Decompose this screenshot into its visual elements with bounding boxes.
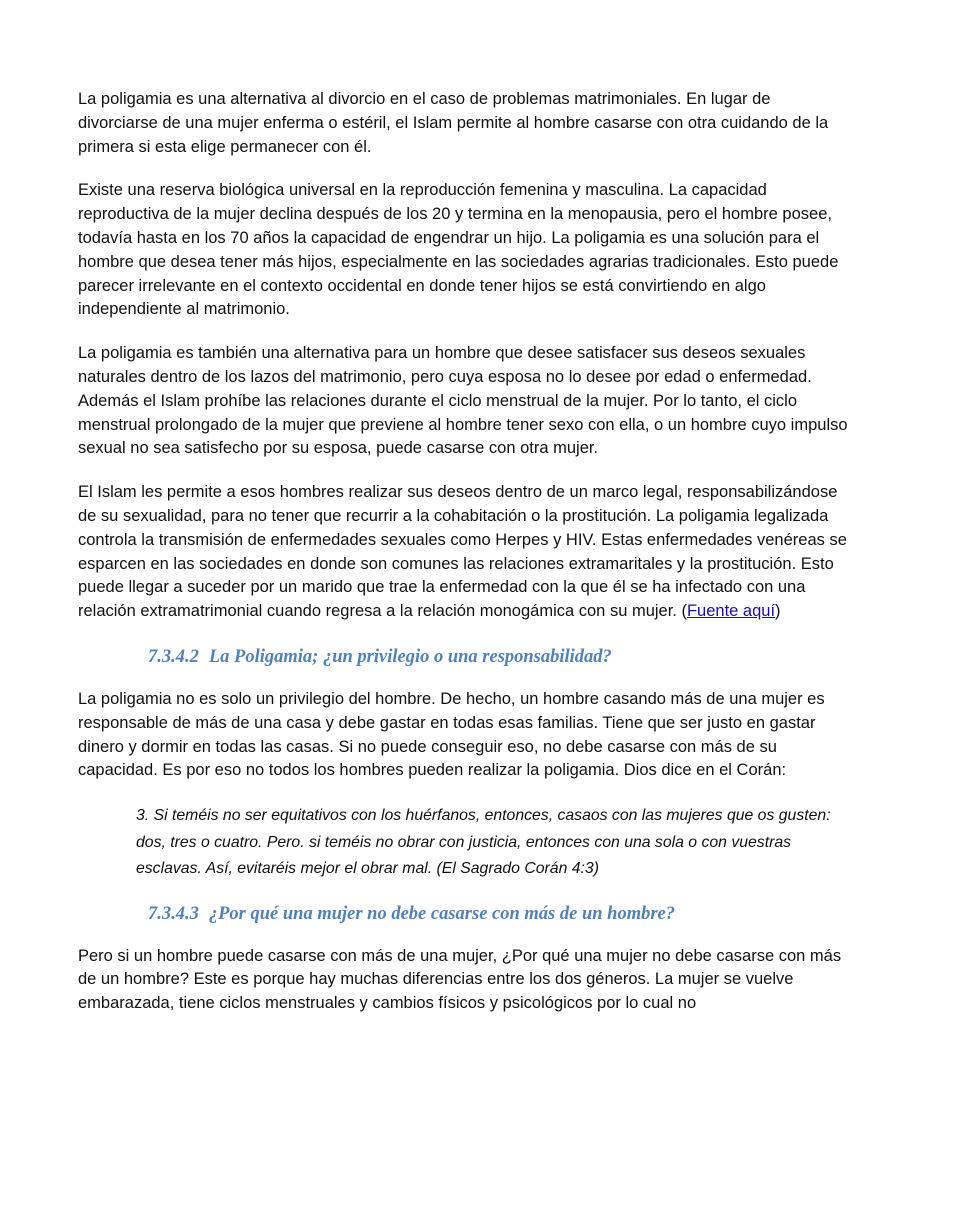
paragraph-divorce-alternative: La poligamia es una alternativa al divorcio en el caso de problemas matrimoniales. En lugar de divorciarse de una mujer enferma o estéril, el Islam permite al hombre casarse con otra cuidando de la primera si esta elige permanecer con él. (78, 90, 829, 156)
paragraph-sexual-desires: La poligamia es también una alternativa para un hombre que desee satisfacer sus deseos sexuales naturales dentro de los lazos del matrimonio, pero cuya esposa no lo desee por edad o enfermedad. Además el Islam prohíbe las relaciones durante el ciclo menstrual de la mujer. Por lo tanto, el ciclo menstrual prolongado de la mujer que previene al hombre tener sexo con ella, o un hombre cuyo impulso sexual no sea satisfecho por su esposa, puede casarse con otra mujer. (78, 344, 848, 458)
paragraph-responsibility: La poligamia no es solo un privilegio del hombre. De hecho, un hombre casando más de una mujer es responsable de más de una casa y debe gastar en todas esas familias. Tiene que ser justo en gastar dinero y dormir en todas las casas. Si no puede conseguir eso, no debe casarse con más de su capacidad. Es por eso no todos los hombres pueden realizar la poligamia. Dios dice en el Corán: (78, 689, 825, 780)
paragraph-legal-framework-close: ) (775, 602, 781, 621)
section-number: 7.3.4.3 (148, 903, 199, 924)
document-page (78, 88, 848, 1036)
section-number: 7.3.4.2 (148, 646, 199, 667)
paragraph-biological-reserve: Existe una reserva biológica universal en la reproducción femenina y masculina. La capacidad reproductiva de la mujer declina después de los 20 y termina en la menopausia, pero el hombre posee, todavía hasta en los 70 años la capacidad de engendrar un hijo. La poligamia es una solución para el hombre que desea tener más hijos, especialmente en las sociedades agrarias tradicionales. Esto puede parecer irrelevante en el contexto occidental en donde tener hijos se está convirtiendo en algo independiente al matrimonio. (78, 181, 839, 319)
source-link[interactable]: Fuente aquí (686, 602, 776, 621)
quran-quote: 3. Si teméis no ser equitativos con los huérfanos, entonces, casaos con las mujeres que os gusten: dos, tres o cuatro. Pero. si teméis no obrar con justicia, entonces con una sola o con vuestras esclavas. Así, evitaréis mejor el obrar mal. (El Sagrado Corán 4:3) (136, 807, 831, 878)
paragraph-legal-framework (78, 481, 848, 624)
section-title: La Poligamia; ¿un privilegio o una responsabilidad? (208, 646, 612, 667)
section-title: ¿Por qué una mujer no debe casarse con más de un hombre? (208, 903, 676, 924)
section-heading-why-not-woman (148, 901, 848, 927)
section-heading-privilege (148, 644, 848, 670)
paragraph-gender-differences: Pero si un hombre puede casarse con más de una mujer, ¿Por qué una mujer no debe casarse con más de un hombre? Este es porque hay muchas diferencias entre los dos géneros. La mujer se vuelve embarazada, tiene ciclos menstruales y cambios físicos y psicológicos por lo cual no (78, 946, 842, 1013)
paragraph-legal-framework-text: El Islam les permite a esos hombres realizar sus deseos dentro de un marco legal, responsabilizándose de su sexualidad, para no tener que recurrir a la cohabitación o la prostitución. La poligamia legalizada controla la transmisión de enfermedades sexuales como Herpes y HIV. Estas enfermedades venéreas se esparcen en las sociedades en donde son comunes las relaciones extramaritales y la prostitución. Esto puede llegar a suceder por un marido que trae la enfermedad con la que él se ha infectado con una relación extramatrimonial cuando regresa a la relación monogámica con su mujer. ( (78, 483, 847, 621)
